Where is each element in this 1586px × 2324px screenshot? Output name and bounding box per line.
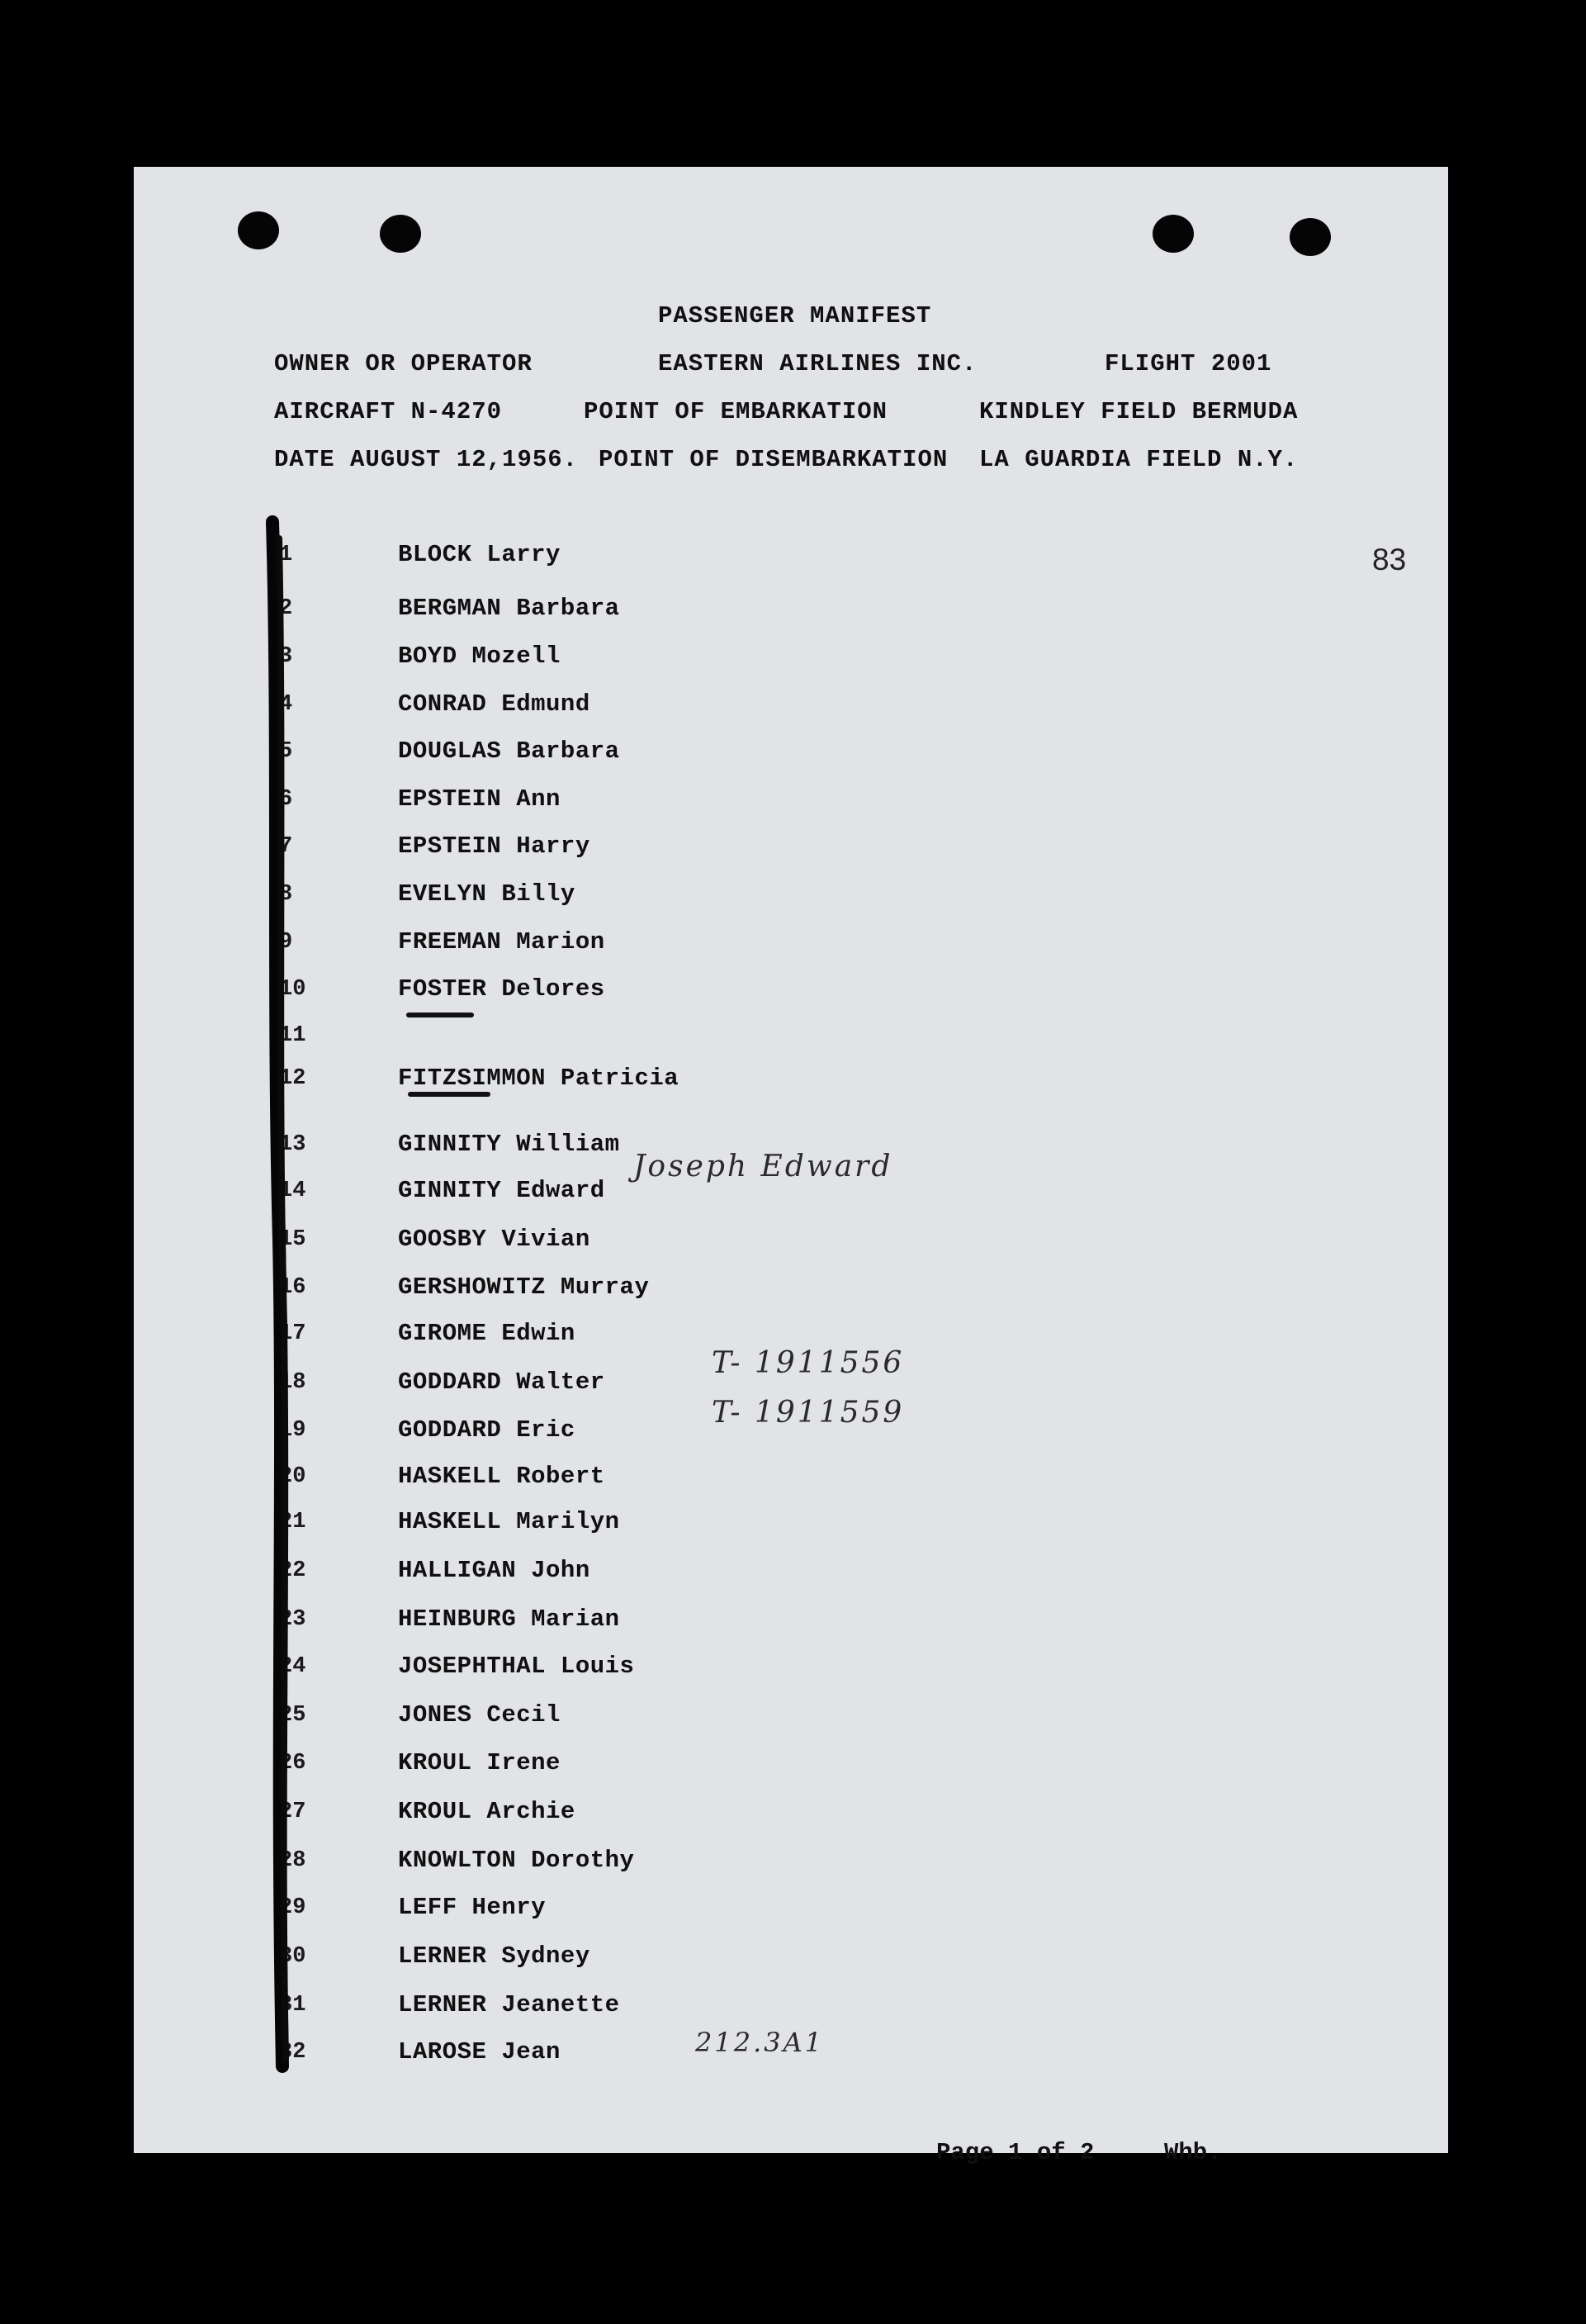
row-number: 15 [279, 1227, 306, 1252]
row-number: 3 [279, 644, 293, 669]
walter-ticket-number: T- 1911556 [712, 1346, 905, 1380]
row-number: 22 [279, 1558, 306, 1583]
row-number: 18 [279, 1370, 306, 1395]
row-number: 6 [279, 787, 293, 812]
aircraft: AIRCRAFT N-4270 [274, 398, 503, 425]
eric-ticket-number: T- 1911559 [712, 1396, 905, 1430]
row-number: 11 [279, 1023, 306, 1048]
passenger-name: LERNER Jeanette [398, 1991, 620, 2018]
passenger-name: HEINBURG Marian [398, 1605, 620, 1633]
passenger-name: HALLIGAN John [398, 1557, 590, 1584]
passenger-name: FOSTER Delores [398, 975, 605, 1003]
manifest-title: PASSENGER MANIFEST [658, 302, 932, 330]
row-number: 31 [279, 1993, 306, 2018]
passenger-name: GINNITY William [398, 1131, 620, 1158]
row-number: 25 [279, 1703, 306, 1728]
row-number: 12 [279, 1066, 306, 1091]
row-number: 5 [279, 739, 293, 764]
passenger-name: HASKELL Marilyn [398, 1508, 620, 1535]
passenger-name: HASKELL Robert [398, 1463, 605, 1490]
row-number: 26 [279, 1751, 306, 1776]
row-number: 10 [279, 977, 306, 1002]
passenger-name: FITZSIMMON Patricia [398, 1065, 679, 1092]
passenger-name: BERGMAN Barbara [398, 595, 620, 622]
bottom-note: 212.3A1 [695, 2027, 825, 2058]
passenger-name: JOSEPHTHAL Louis [398, 1653, 635, 1680]
row-number: 19 [279, 1418, 306, 1443]
row-number: 28 [279, 1848, 306, 1873]
passenger-name: GODDARD Walter [398, 1368, 605, 1396]
page-number: 83 [1372, 543, 1407, 576]
passenger-name: LEFF Henry [398, 1894, 547, 1921]
row-number: 23 [279, 1607, 306, 1632]
passenger-name: EVELYN Billy [398, 880, 575, 908]
passenger-name: CONRAD Edmund [398, 690, 590, 718]
passenger-name: LAROSE Jean [398, 2038, 561, 2066]
passenger-name: GERSHOWITZ Murray [398, 1273, 650, 1301]
passenger-name: KNOWLTON Dorothy [398, 1847, 635, 1874]
strike-through-mark [134, 167, 1448, 2153]
passenger-name: GODDARD Eric [398, 1416, 575, 1444]
row-number: 1 [279, 543, 293, 567]
row-number: 17 [279, 1321, 306, 1346]
row-number: 2 [279, 596, 293, 621]
manifest-date: DATE AUGUST 12,1956. [274, 446, 579, 473]
row-number: 13 [279, 1132, 306, 1157]
page-of-pages: Page 1 of 2 [936, 2139, 1095, 2166]
ginnity-correction: Joseph Edward [633, 1150, 893, 1183]
passenger-name: GOOSBY Vivian [398, 1226, 590, 1253]
row-number: 7 [279, 834, 293, 859]
row-number: 9 [279, 930, 293, 955]
row-number: 16 [279, 1275, 306, 1300]
passenger-name: GIROME Edwin [398, 1320, 575, 1347]
passenger-name: DOUGLAS Barbara [398, 738, 620, 765]
passenger-name: GINNITY Edward [398, 1177, 605, 1204]
row-number: 14 [279, 1179, 306, 1203]
passenger-name: JONES Cecil [398, 1701, 561, 1729]
embarkation-label: POINT OF EMBARKATION [584, 398, 888, 425]
owner-value: EASTERN AIRLINES INC. [658, 350, 978, 377]
row-number: 24 [279, 1654, 306, 1679]
passenger-name: EPSTEIN Harry [398, 832, 590, 860]
embarkation-value: KINDLEY FIELD BERMUDA [979, 398, 1299, 425]
clerk-initials: Whb. [1164, 2139, 1222, 2166]
row-number: 20 [279, 1464, 306, 1489]
passenger-name: KROUL Irene [398, 1749, 561, 1776]
flight-number: FLIGHT 2001 [1105, 350, 1272, 377]
row-number: 8 [279, 882, 293, 907]
disembarkation-value: LA GUARDIA FIELD N.Y. [979, 446, 1299, 473]
disembarkation-label: POINT OF DISEMBARKATION [599, 446, 949, 473]
row-number: 30 [279, 1944, 306, 1969]
manifest-page [134, 167, 1448, 2166]
row-number: 32 [279, 2040, 306, 2065]
row-number: 21 [279, 1510, 306, 1534]
passenger-name: FREEMAN Marion [398, 928, 605, 956]
passenger-name: LERNER Sydney [398, 1942, 590, 1970]
row-number: 29 [279, 1895, 306, 1920]
row-number: 4 [279, 692, 293, 717]
row-number: 27 [279, 1800, 306, 1824]
passenger-name: KROUL Archie [398, 1798, 575, 1825]
passenger-name: EPSTEIN Ann [398, 785, 561, 813]
passenger-name: BOYD Mozell [398, 643, 561, 670]
passenger-name: BLOCK Larry [398, 541, 561, 568]
owner-label: OWNER OR OPERATOR [274, 350, 533, 377]
